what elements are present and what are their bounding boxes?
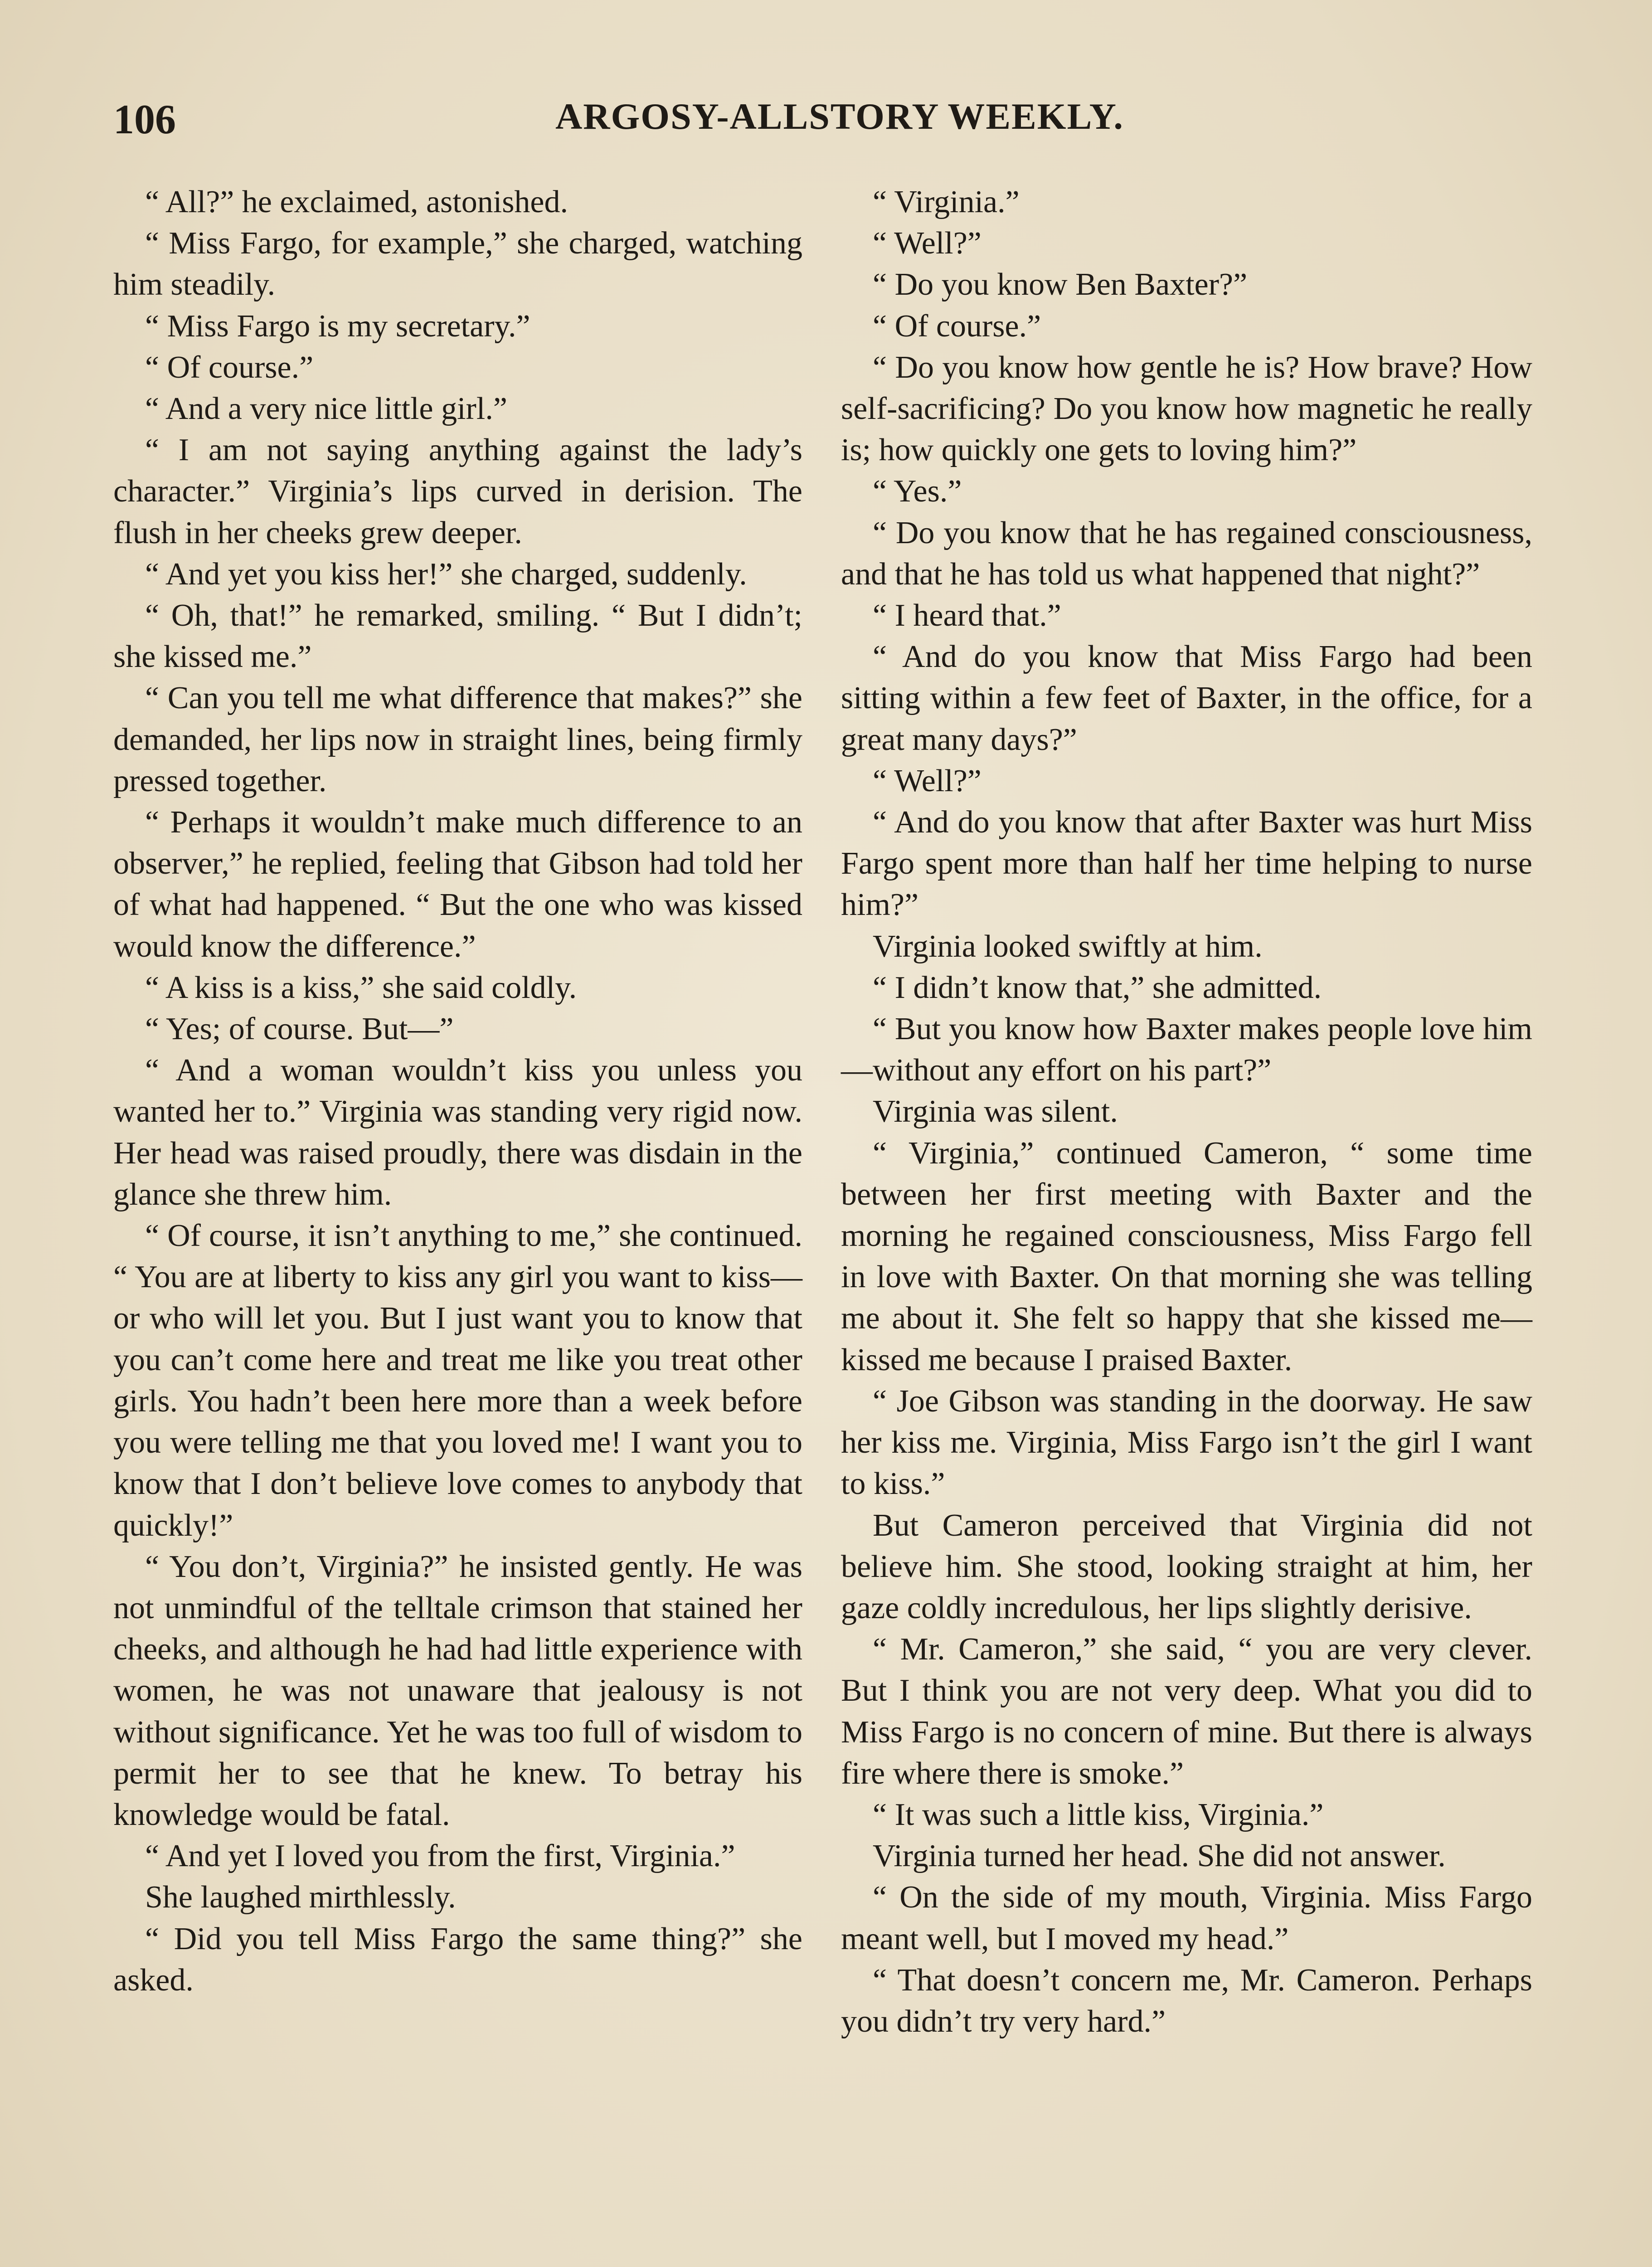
paragraph: “ Do you know how gentle he is? How brave? How self-sacrificing? Do you know how magnetic he really is; how quickly one gets to loving him?”: [841, 350, 1532, 468]
paragraph: “ And yet you kiss her!” she charged, suddenly.: [145, 556, 747, 592]
paragraph: “ And a woman wouldn’t kiss you unless you wanted her to.” Virginia was standing very rigid now. Her head was raised proudly, there was disdain in the glance she threw him.: [113, 1053, 802, 1212]
paragraph: “ I heard that.”: [873, 598, 1061, 633]
paragraph: “ Virginia.”: [873, 185, 1020, 219]
paragraph: “ Perhaps it wouldn’t make much difference to an observer,” he replied, feeling that Gibson had told her of what had happened. “ But the one who was kissed would know the difference.”: [113, 805, 802, 964]
paragraph: “ I didn’t know that,” she admitted.: [873, 970, 1322, 1005]
page-number: 106: [113, 96, 176, 142]
paragraph: Virginia turned her head. She did not answer.: [873, 1839, 1446, 1874]
paragraph: “ Mr. Cameron,” she said, “ you are very clever. But I think you are not very deep. What you did to Miss Fargo is no concern of mine. But there is always fire where there is smoke.”: [841, 1632, 1532, 1791]
paragraph: “ It was such a little kiss, Virginia.”: [873, 1797, 1324, 1832]
paragraph: “ I am not saying anything against the lady’s character.” Virginia’s lips curved in derision. The flush in her cheeks grew deeper.: [113, 433, 802, 550]
paragraph: “ Of course.”: [873, 308, 1041, 344]
paragraph: “ Do you know that he has regained consciousness, and that he has told us what happened that night?”: [841, 515, 1532, 592]
paragraph: Virginia was silent.: [873, 1094, 1118, 1129]
paragraph: “ Yes.”: [873, 474, 962, 509]
left-column: [113, 181, 802, 2001]
paragraph: “ All?” he exclaimed, astonished.: [145, 185, 568, 219]
paragraph: “ Miss Fargo, for example,” she charged, watching him steadily.: [113, 226, 802, 302]
paragraph: Virginia looked swiftly at him.: [873, 929, 1263, 964]
right-column: [841, 181, 1532, 2042]
page-header: [113, 95, 1566, 150]
paragraph: “ You don’t, Virginia?” he insisted gently. He was not unmindful of the telltale crimson that stained her cheeks, and although he had had little experience with women, he was not unaware that jealousy is not without significance. Yet he was too full of wisdom to permit her to see that he knew. To betray his knowledge would be fatal.: [113, 1549, 802, 1832]
paragraph: “ Of course.”: [145, 350, 314, 385]
paragraph: “ Do you know Ben Baxter?”: [873, 267, 1248, 302]
paragraph: “ Virginia,” continued Cameron, “ some time between her first meeting with Baxter and the morning he regained consciousness, Miss Fargo fell in love with Baxter. On that morning she was telling me about it. She felt so happy that she kissed me—kissed me because I praised Baxter.: [841, 1135, 1532, 1377]
paragraph: “ Oh, that!” he remarked, smiling. “ But I didn’t; she kissed me.”: [113, 598, 802, 675]
paragraph: “ Miss Fargo is my secretary.”: [145, 308, 530, 344]
paragraph: “ A kiss is a kiss,” she said coldly.: [145, 970, 577, 1005]
paragraph: “ Yes; of course. But—”: [145, 1012, 454, 1047]
paragraph: “ And a very nice little girl.”: [145, 391, 507, 427]
paragraph: “ Of course, it isn’t anything to me,” she continued. “ You are at liberty to kiss any girl you want to kiss—or who will let you. But I just want you to know that you can’t come here and treat me like you treat other girls. You hadn’t been here more than a week before you were telling me that you loved me! I want you to know that I don’t believe love comes to anybody that quickly!”: [113, 1218, 802, 1543]
paragraph: “ Well?”: [873, 763, 981, 798]
paragraph: “ Joe Gibson was standing in the doorway. He saw her kiss me. Virginia, Miss Fargo isn’t the girl I want to kiss.”: [841, 1383, 1532, 1502]
paragraph: “ And do you know that after Baxter was hurt Miss Fargo spent more than half her time helping to nurse him?”: [841, 805, 1532, 923]
running-title: ARGOSY-ALLSTORY WEEKLY.: [555, 96, 1124, 137]
paragraph: She laughed mirthlessly.: [145, 1880, 456, 1915]
paragraph: But Cameron perceived that Virginia did not believe him. She stood, looking straight at him, her gaze coldly incredulous, her lips slightly derisive.: [841, 1508, 1532, 1625]
paragraph: “ And yet I loved you from the first, Virginia.”: [145, 1839, 735, 1874]
paragraph: “ But you know how Baxter makes people love him—without any effort on his part?”: [841, 1012, 1532, 1088]
paragraph: “ Did you tell Miss Fargo the same thing?” she asked.: [113, 1921, 802, 1998]
paragraph: “ Well?”: [873, 226, 981, 261]
paragraph: “ On the side of my mouth, Virginia. Miss Fargo meant well, but I moved my head.”: [841, 1880, 1532, 1956]
paragraph: “ That doesn’t concern me, Mr. Cameron. Perhaps you didn’t try very hard.”: [841, 1962, 1532, 2039]
paragraph: “ Can you tell me what difference that makes?” she demanded, her lips now in straight lines, being firmly pressed together.: [113, 681, 802, 798]
paragraph: “ And do you know that Miss Fargo had been sitting within a few feet of Baxter, in the office, for a great many days?”: [841, 639, 1532, 757]
